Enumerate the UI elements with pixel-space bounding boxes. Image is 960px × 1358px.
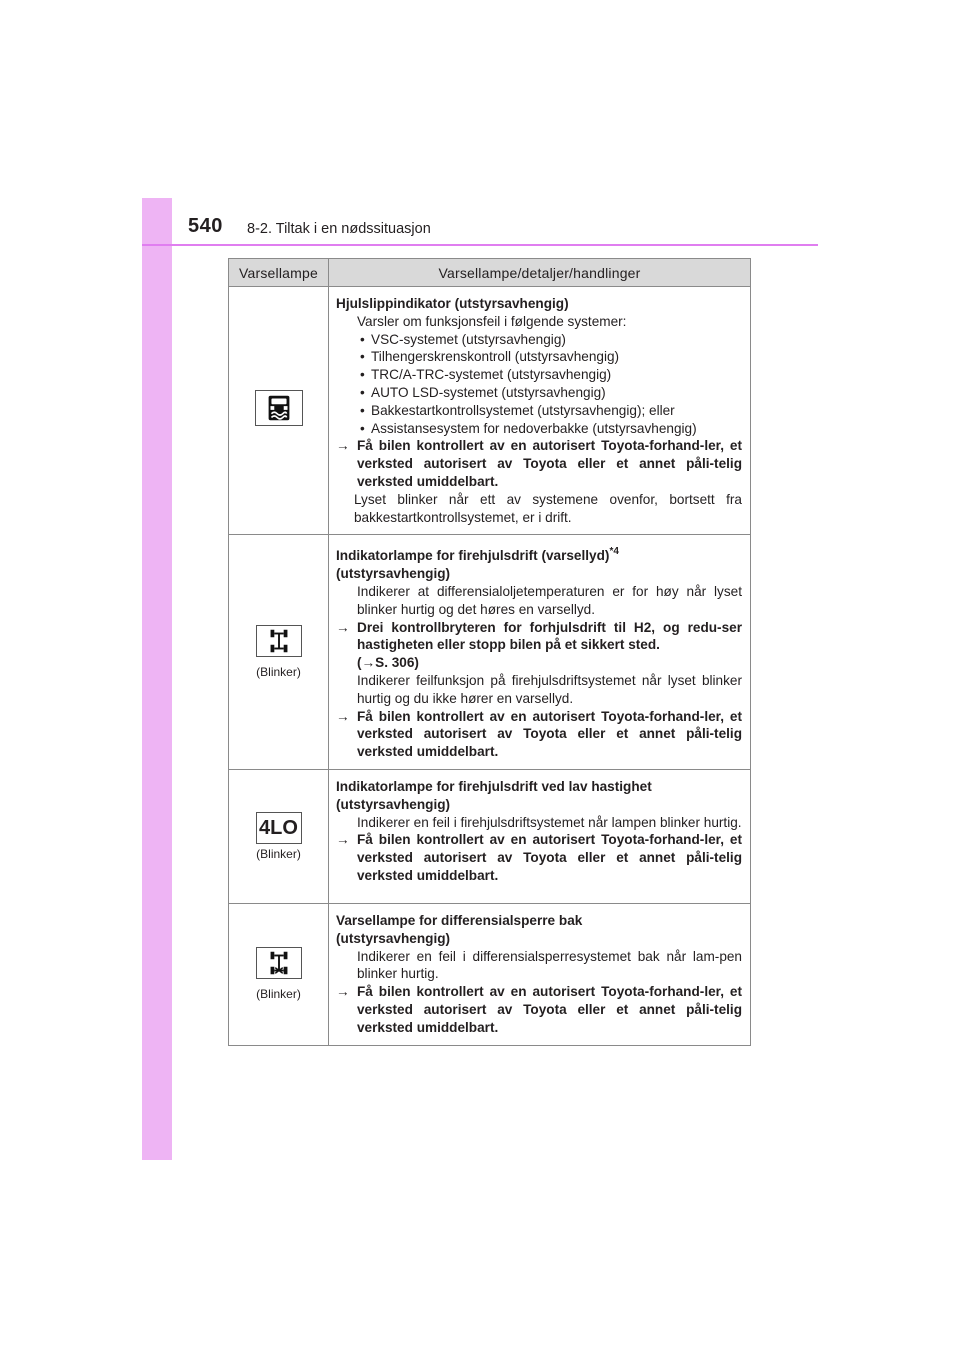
section-side-tab (142, 198, 172, 1160)
warning-lamp-table (228, 258, 751, 1046)
four-lo-icon: 4LO (256, 812, 302, 844)
footnote-mark: *4 (609, 546, 619, 558)
list-item: • VSC-systemet (utstyrsavhengig) (357, 331, 742, 349)
list-item: • Tilhengerskrenskontroll (utstyrsavhengig) (357, 348, 742, 366)
list-item: • AUTO LSD-systemet (utstyrsavhengig) (357, 384, 742, 402)
lamp-description: Indikerer at differensialoljetemperaturen er for høy når lyset blinker hurtig og det høres en varsellyd. (357, 583, 742, 617)
arrow-icon: → (336, 619, 350, 635)
lamp-description: Varsler om funksjonsfeil i følgende systemer: (357, 313, 627, 329)
action-instruction: → Få bilen kontrollert av en autorisert Toyota-forhand-ler, et verksted autorisert av Toyota eller et annet påli-telig verksted umiddelbart. (336, 984, 742, 1035)
action-instruction: → Få bilen kontrollert av en autorisert Toyota-forhand-ler, et verksted autorisert av Toyota eller et annet påli-telig verksted umiddelbart. (336, 708, 742, 760)
table-row (229, 535, 751, 770)
lamp-details-cell (329, 769, 751, 903)
table-row (229, 769, 751, 903)
arrow-icon: → (336, 708, 350, 724)
blink-label: (Blinker) (256, 665, 301, 680)
column-header-details: Varsellampe/detaljer/handlinger (329, 259, 751, 287)
lamp-cell (229, 287, 329, 535)
column-header-lamp: Varsellampe (229, 259, 329, 287)
lamp-cell (229, 903, 329, 1045)
lamp-title-suffix: (utstyrsavhengig) (336, 566, 451, 582)
lamp-cell (229, 769, 329, 903)
arrow-icon: → (336, 438, 350, 454)
lamp-cell (229, 535, 329, 770)
lamp-description: Indikerer en feil i firehjulsdriftsystemet når lampen blinker hurtig. (357, 814, 742, 830)
page-number: 540 (188, 215, 223, 237)
list-item: • Assistansesystem for nedoverbakke (utstyrsavhengig) (357, 420, 742, 438)
lamp-note: Lyset blinker når ett av systemene ovenfor, bortsett fra bakkestartkontrollsystemet, er i drift. (354, 491, 742, 525)
section-title: 8-2. Tiltak i en nødssituasjon (247, 221, 431, 237)
arrow-icon: → (336, 832, 350, 848)
slip-indicator-icon (255, 390, 303, 426)
lamp-title: Varsellampe for differensialsperre bak (336, 912, 583, 928)
action-instruction: → Drei kontrollbryteren for forhjulsdrift til H2, og redu-ser hastigheten eller stopp bilen på et sikkert sted. (→S. 306) (336, 619, 742, 671)
action-instruction: → Få bilen kontrollert av en autorisert Toyota-forhand-ler, et verksted autorisert av Toyota eller et annet påli-telig verksted umiddelbart. (336, 438, 742, 489)
list-item: • Bakkestartkontrollsystemet (utstyrsavhengig); eller (357, 402, 742, 420)
lamp-title-suffix: (utstyrsavhengig) (336, 930, 451, 946)
lamp-title: Indikatorlampe for firehjulsdrift (varsellyd)$^{*4}$ (336, 546, 619, 564)
lamp-title: Indikatorlampe for firehjulsdrift ved lav hastighet (336, 778, 652, 794)
lamp-details-cell (329, 287, 751, 535)
header-rule (142, 244, 818, 246)
rear-diff-lock-icon (256, 947, 302, 979)
table-row (229, 903, 751, 1045)
action-instruction: → Få bilen kontrollert av en autorisert Toyota-forhand-ler, et verksted autorisert av Toyota eller et annet påli-telig verksted umiddelbart. (336, 832, 742, 883)
list-item: • TRC/A-TRC-systemet (utstyrsavhengig) (357, 366, 742, 384)
table-row (229, 287, 751, 535)
lamp-details-cell (329, 535, 751, 770)
lamp-description: Indikerer feilfunksjon på firehjulsdriftsystemet når lyset blinker hurtig og du ikke hører en varsellyd. (357, 672, 742, 706)
page-reference-link[interactable]: (→S. 306) (357, 655, 419, 671)
arrow-icon: → (336, 984, 350, 1000)
blink-label: (Blinker) (256, 846, 301, 861)
blink-label: (Blinker) (256, 987, 301, 1002)
system-list (336, 331, 742, 438)
lamp-title-suffix: (utstyrsavhengig) (336, 796, 451, 812)
lamp-title: Hjulslippindikator (utstyrsavhengig) (336, 296, 569, 311)
lamp-description: Indikerer en feil i differensialsperresystemet bak når lam-pen blinker hurtig. (357, 948, 742, 982)
four-wheel-drive-icon (256, 625, 302, 657)
lamp-details-cell (329, 903, 751, 1045)
table-header-row (229, 259, 751, 287)
